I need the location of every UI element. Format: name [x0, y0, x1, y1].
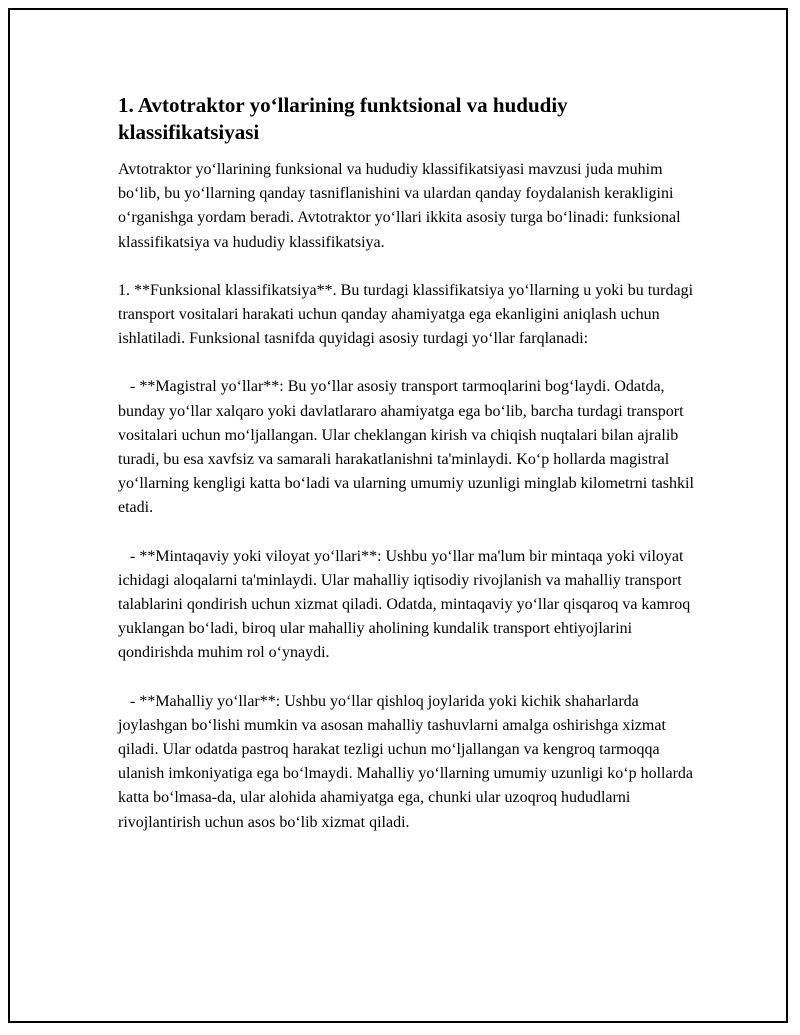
paragraph-gap — [118, 521, 698, 545]
paragraph-gap — [118, 666, 698, 690]
paragraph-regional-roads: - **Mintaqaviy yoki viloyat yo‘llari**: Ushbu yo‘llar ma'lum bir mintaqa yoki viloyat ichidagi aloqalarni ta'minlaydi. Ular mahalliy iqtisodiy rivojlanish va mahalliy transport talablarini qondirish uchun xizmat qiladi. Odatda, mintaqaviy yo‘llar qisqaroq va kamroq yuklangan bo‘ladi, biroq ular mahalliy aholining kundalik transport ehtiyojlarini qondirishda muhim rol o‘ynaydi. — [118, 547, 695, 662]
document-title: 1. Avtotraktor yo‘llarining funktsional va hududiy klassifikatsiyasi — [118, 93, 568, 144]
paragraph-local-roads: - **Mahalliy yo‘llar**: Ushbu yo‘llar qishloq joylarida yoki kichik shaharlarda joylashgan bo‘lishi mumkin va asosan mahalliy tashuvlarni amalga oshirishga xizmat qiladi. Ular odatda pastroq harakat tezligi uchun mo‘ljallangan va kengroq tarmoqqa ulanish imkoniyatiga ega bo‘lmaydi. Mahalliy yo‘llarning umumiy uzunligi ko‘p hollarda katta bo‘lmasa-da, ular alohida ahamiyatga ega, chunki ular uzoqroq hududlarni rivojlantirish uchun asos bo‘lib xizmat qiladi. — [118, 692, 697, 831]
paragraph-gap — [118, 351, 698, 375]
paragraph-gap — [118, 255, 698, 279]
paragraph-intro: Avtotraktor yo‘llarining funksional va hududiy klassifikatsiyasi mavzusi juda muhim bo‘lib, bu yo‘llarning qanday tasniflanishini va ulardan qanday foydalanish kerakligini o‘rganishga yordam beradi. Avtotraktor yo‘llari ikkita asosiy turga bo‘linadi: funksional klassifikatsiya va hududiy klassifikatsiya. — [118, 161, 685, 251]
document-body — [118, 92, 698, 835]
paragraph-magistral-roads: - **Magistral yo‘llar**: Bu yo‘llar asosiy transport tarmoqlarini bog‘laydi. Odatda, bunday yo‘llar xalqaro yoki davlatlararo ahamiyatga ega bo‘lib, barcha turdagi transport vositalari uchun mo‘ljallangan. Ular cheklangan kirish va chiqish nuqtalari bilan ajralib turadi, bu esa xavfsiz va samarali harakatlanishni ta'minlaydi. Ko‘p hollarda magistral yo‘llarning kengligi katta bo‘ladi va ularning umumiy uzunligi minglab kilometrni tashkil etadi. — [118, 378, 698, 517]
paragraph-functional-classification: 1. **Funksional klassifikatsiya**. Bu turdagi klassifikatsiya yo‘llarning u yoki bu turdagi transport vositalari harakati uchun qanday ahamiyatga ega ekanligini aniqlash uchun ishlatiladi. Funksional tasnifda quyidagi asosiy turdagi yo‘llar farqlanadi: — [118, 281, 698, 348]
